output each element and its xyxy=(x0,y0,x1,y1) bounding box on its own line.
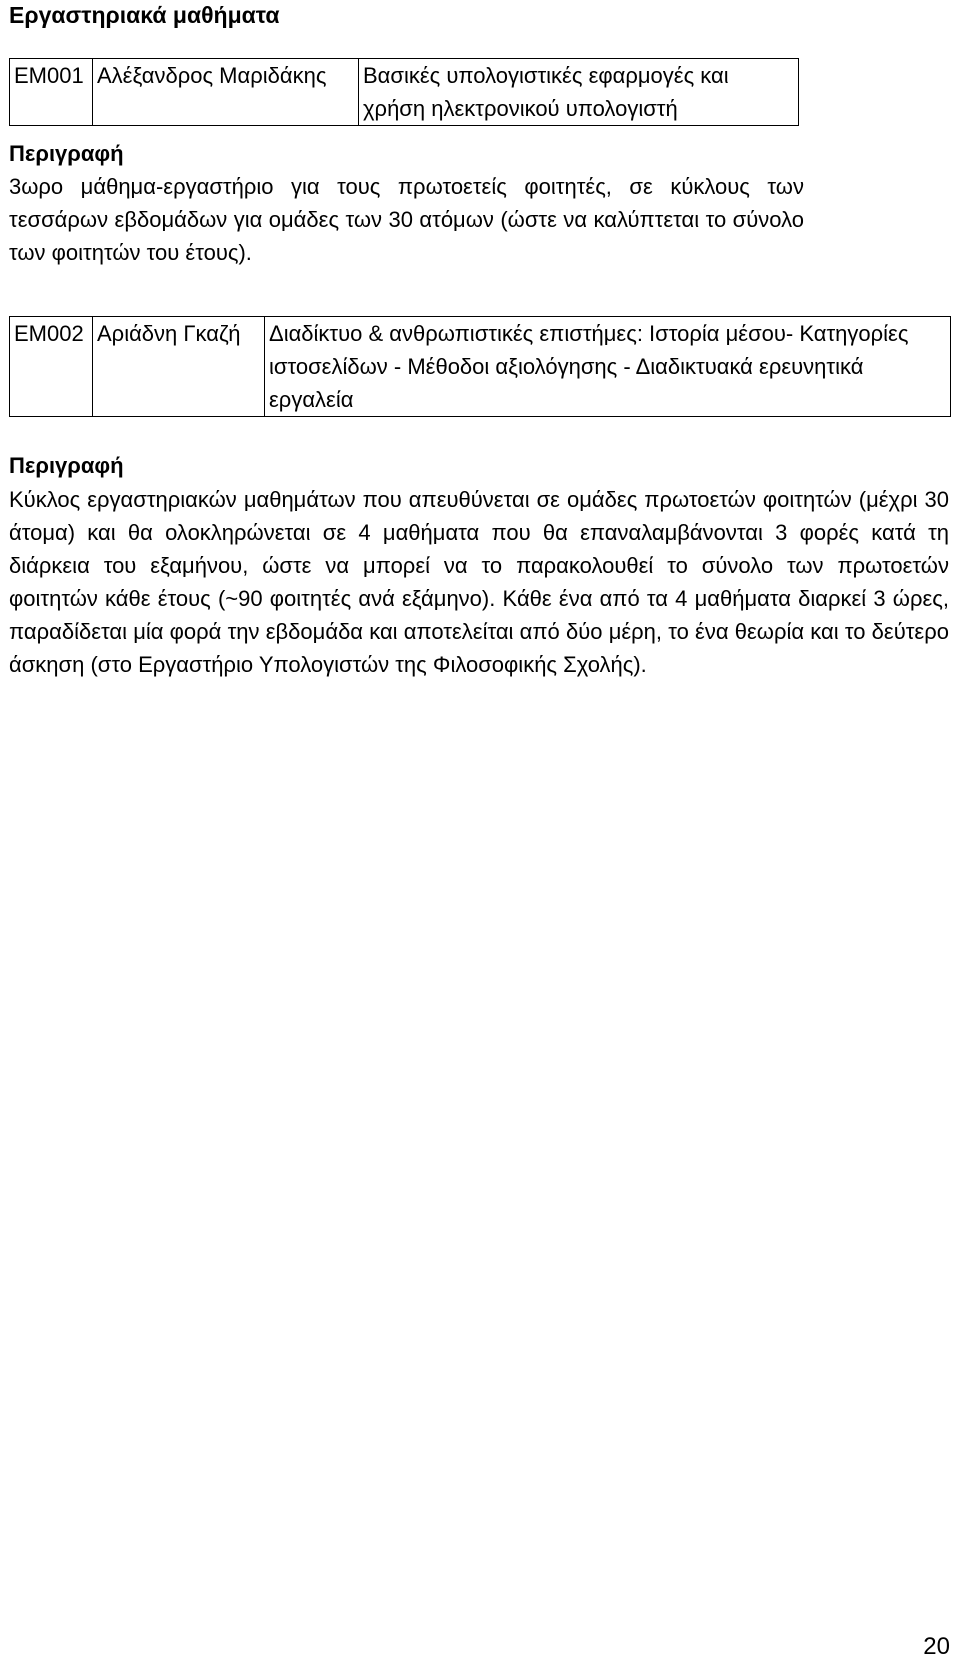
course-row xyxy=(10,59,799,126)
course-table-em002 xyxy=(9,316,951,417)
course-instructor: Αριάδνη Γκαζή xyxy=(93,317,265,417)
course-instructor: Αλέξανδρος Μαριδάκης xyxy=(93,59,359,126)
course-title: Διαδίκτυο & ανθρωπιστικές επιστήμες: Ιστορία μέσου- Κατηγορίες ιστοσελίδων - Μέθοδοι αξιολόγησης - Διαδικτυακά ερευνητικά εργαλεία xyxy=(265,317,951,417)
course-description: 3ωρο μάθημα-εργαστήριο για τους πρωτοετείς φοιτητές, σε κύκλους των τεσσάρων εβδομάδων για ομάδες των 30 ατόμων (ώστε να καλύπτεται το σύνολο των φοιτητών του έτους). xyxy=(9,174,804,265)
page-number: 20 xyxy=(923,1633,950,1660)
course-table-em001 xyxy=(9,58,799,126)
course-row xyxy=(10,317,951,417)
course-description: Κύκλος εργαστηριακών μαθημάτων που απευθύνεται σε ομάδες πρωτοετών φοιτητών (μέχρι 30 άτομα) και θα ολοκληρώνεται σε 4 μαθήματα που θα επαναλαμβάνονται 3 φορές κατά τη διάρκεια του εξαμήνου, ώστε να μπορεί να το παρακολουθεί το σύνολο των πρωτοετών φοιτητών κάθε έτους (~90 φοιτητές ανά εξάμηνο). Κάθε ένα από τα 4 μαθήματα διαρκεί 3 ώρες, παραδίδεται μία φορά την εβδομάδα και αποτελείται από δύο μέρη, το ένα θεωρία και το δεύτερο άσκηση (στο Εργαστήριο Υπολογιστών της Φιλοσοφικής Σχολής). xyxy=(9,487,949,677)
description-heading: Περιγραφή xyxy=(9,141,124,166)
description-heading: Περιγραφή xyxy=(9,453,124,478)
section-title: Εργαστηριακά μαθήματα xyxy=(9,2,280,28)
course-code: ΕΜ001 xyxy=(10,59,93,126)
course-title: Βασικές υπολογιστικές εφαρμογές και χρήση ηλεκτρονικού υπολογιστή xyxy=(359,59,799,126)
course-code: ΕΜ002 xyxy=(10,317,93,417)
